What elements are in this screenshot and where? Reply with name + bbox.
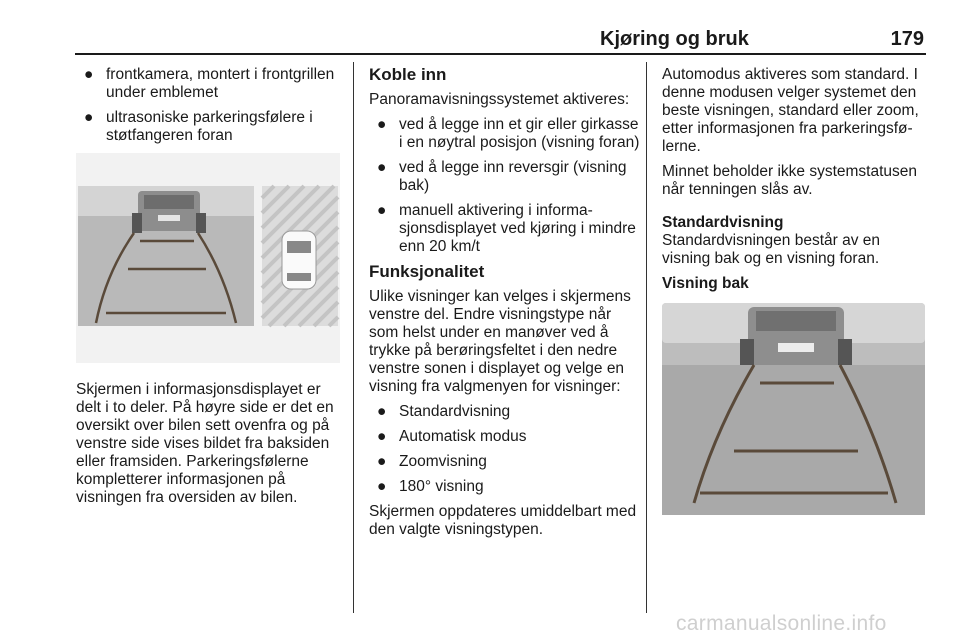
list-item	[369, 159, 641, 195]
activation-intro: Panoramavisningssystemet aktiveres:	[369, 91, 630, 108]
section-heading-rear-view: Visning bak	[662, 275, 749, 292]
component-list	[76, 66, 344, 145]
activation-list	[369, 116, 641, 256]
display-description: Skjermen i informasjonsdisplayet er delt i to deler. På høyre side er det en oversikt over bilen sett ovenfra og på venstre side vises bildet fra baksiden eller framsiden. Parkeringsfølerne kompletterer informasjonen på visningen fra oversiden av bilen.	[76, 381, 334, 506]
list-item-text: ultrasoniske parkeringsfølere i støtfangeren foran	[106, 109, 313, 144]
vehicle-behind	[740, 307, 852, 369]
vehicle-behind	[132, 191, 206, 233]
bullet-icon: ●	[377, 428, 387, 445]
list-item	[76, 109, 344, 145]
list-item-text: Standardvisning	[399, 403, 511, 420]
list-item-text: ved å legge inn reversgir (visning bak)	[399, 159, 627, 194]
list-item-text: Automatisk modus	[399, 428, 527, 445]
column-2	[369, 66, 641, 546]
list-item	[369, 428, 641, 446]
bullet-icon: ●	[377, 159, 387, 176]
list-item	[369, 478, 641, 496]
standard-view-description: Standardvisningen består av en visning bak og en visning foran.	[662, 232, 881, 267]
bullet-icon: ●	[377, 453, 387, 470]
functionality-description: Ulike visninger kan velges i skjermens venstre del. Endre visningstype når som helst under en manøver ved å trykke på berøringsfeltet i den nedre venstre sonen i displayet og velge en visning fra valgmenyen for visninger:	[369, 288, 631, 395]
bullet-icon: ●	[84, 66, 94, 83]
list-item	[76, 66, 344, 102]
rear-view-figure	[662, 303, 925, 515]
list-item-text: frontkamera, montert i frontgrillen under emblemet	[106, 66, 335, 101]
page-header-title: Kjøring og bruk	[600, 28, 749, 50]
bullet-icon: ●	[377, 116, 387, 133]
list-item	[369, 116, 641, 152]
bullet-icon: ●	[377, 478, 387, 495]
section-heading-activation: Koble inn	[369, 65, 447, 84]
list-item-text: manuell aktivering i informasjonsdisplayet ved kjøring i mindre enn 20 km/t	[399, 202, 636, 255]
auto-mode-description: Automodus aktiveres som standard. I denne modusen velger systemet den beste visningen, standard eller zoom, etter informasjonen fra parkeringsfølerne.	[662, 66, 919, 155]
list-item	[369, 403, 641, 421]
bullet-icon: ●	[377, 202, 387, 219]
view-type-list	[369, 403, 641, 496]
section-heading-standard-view: Standardvisning	[662, 214, 784, 231]
bullet-icon: ●	[377, 403, 387, 420]
bullet-icon: ●	[84, 109, 94, 126]
top-view-pane	[262, 186, 338, 326]
header-rule	[75, 53, 926, 55]
panorama-display-figure	[76, 153, 340, 363]
watermark-text: carmanualsonline.info	[676, 612, 887, 635]
memory-note: Minnet beholder ikke systemstatusen når tenningen slås av.	[662, 163, 918, 198]
update-note: Skjermen oppdateres umiddelbart med den valgte visningstypen.	[369, 503, 637, 538]
section-heading-functionality: Funksjonalitet	[369, 262, 485, 281]
list-item-text: Zoomvisning	[399, 453, 487, 470]
list-item	[369, 453, 641, 471]
column-3	[662, 66, 928, 515]
list-item	[369, 202, 641, 256]
column-divider-2	[646, 62, 647, 613]
page-number: 179	[890, 28, 924, 50]
list-item-text: ved å legge inn et gir eller girkasse i en nøytral posisjon (visning foran)	[399, 116, 640, 151]
list-item-text: 180° visning	[399, 478, 484, 495]
column-divider-1	[353, 62, 354, 613]
column-1	[76, 66, 344, 514]
